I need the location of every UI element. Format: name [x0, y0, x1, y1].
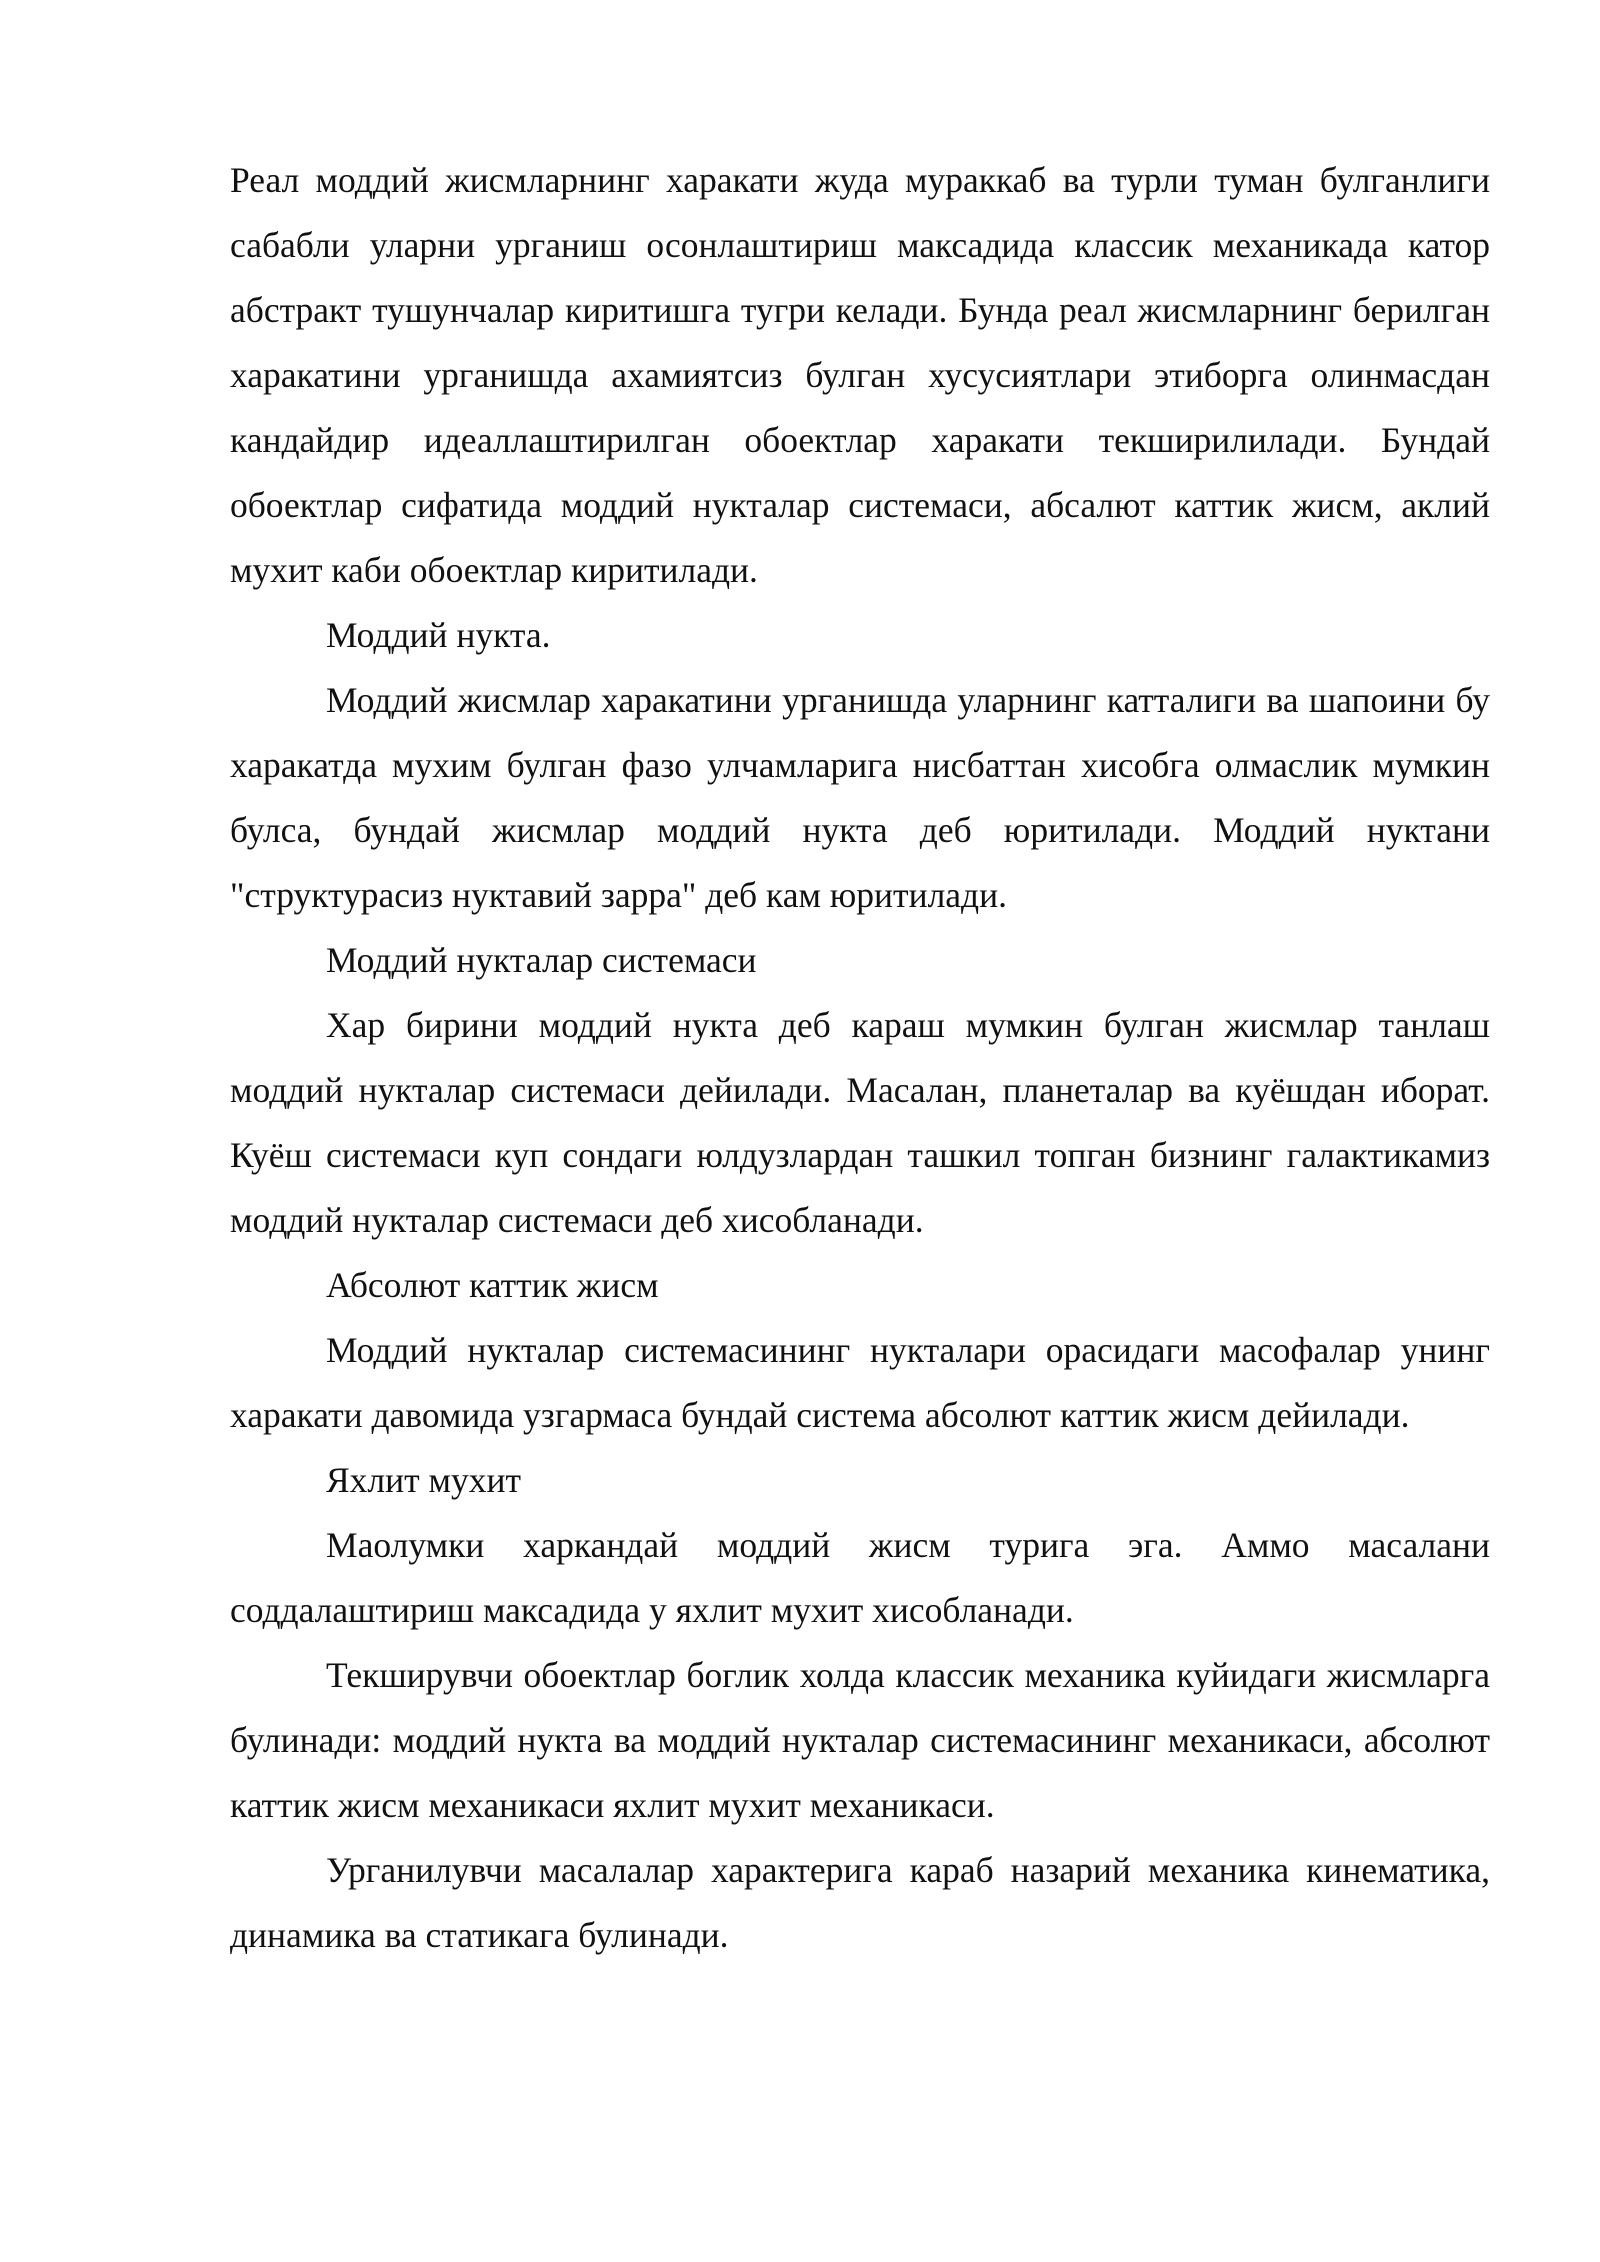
document-page: [230, 148, 1490, 1968]
heading-continuum: Яхлит мухит: [326, 1460, 522, 1500]
heading-material-point: Моддий нукта.: [326, 615, 551, 655]
paragraph-mechanics-division: Текширувчи обоектлар боглик холда классик механика куйидаги жисмларга булинади: моддий нукта ва моддий нукталар системасининг механикаси, абсолют каттик жисм механикаси яхлит мухит механикаси.: [230, 1655, 1490, 1825]
heading-point-system: Моддий нукталар системаси: [326, 940, 757, 980]
paragraph-intro: Реал моддий жисмларнинг харакати жуда мураккаб ва турли туман булганлиги сабабли уларни урганиш осонлаштириш максадида классик механикада катор абстракт тушунчалар киритишга тугри келади. Бунда реал жисмларнинг берилган харакатини урганишда ахамиятсиз булган хусусиятлари этиборга олинмасдан кандайдир идеаллаштирилган обоектлар харакати текширилилади. Бундай обоектлар сифатида моддий нукталар системаси, абсалют каттик жисм, аклий мухит каби обоектлар киритилади.: [230, 160, 1490, 590]
paragraph-mechanics-branches: Урганилувчи масалалар характерига караб назарий механика кинематика, динамика ва статикага булинади.: [230, 1850, 1490, 1955]
paragraph-rigid-body: Моддий нукталар системасининг нукталари орасидаги масофалар унинг харакати давомида узгармаса бундай система абсолют каттик жисм дейилади.: [230, 1330, 1490, 1435]
paragraph-point-system: Хар бирини моддий нукта деб караш мумкин булган жисмлар танлаш моддий нукталар системаси дейилади. Масалан, планеталар ва куёшдан иборат. Куёш системаси куп сондаги юлдузлардан ташкил топган бизнинг галактикамиз моддий нукталар системаси деб хисобланади.: [230, 1005, 1490, 1240]
paragraph-continuum: Маолумки харкандай моддий жисм турига эга. Аммо масалани соддалаштириш максадида у яхлит мухит хисобланади.: [230, 1525, 1490, 1630]
heading-rigid-body: Абсолют каттик жисм: [326, 1265, 659, 1305]
paragraph-material-point: Моддий жисмлар харакатини урганишда уларнинг катталиги ва шапоини бу харакатда мухим булган фазо улчамларига нисбаттан хисобга олмаслик мумкин булса, бундай жисмлар моддий нукта деб юритилади. Моддий нуктани "структурасиз нуктавий зарра" деб кам юритилади.: [230, 680, 1490, 915]
